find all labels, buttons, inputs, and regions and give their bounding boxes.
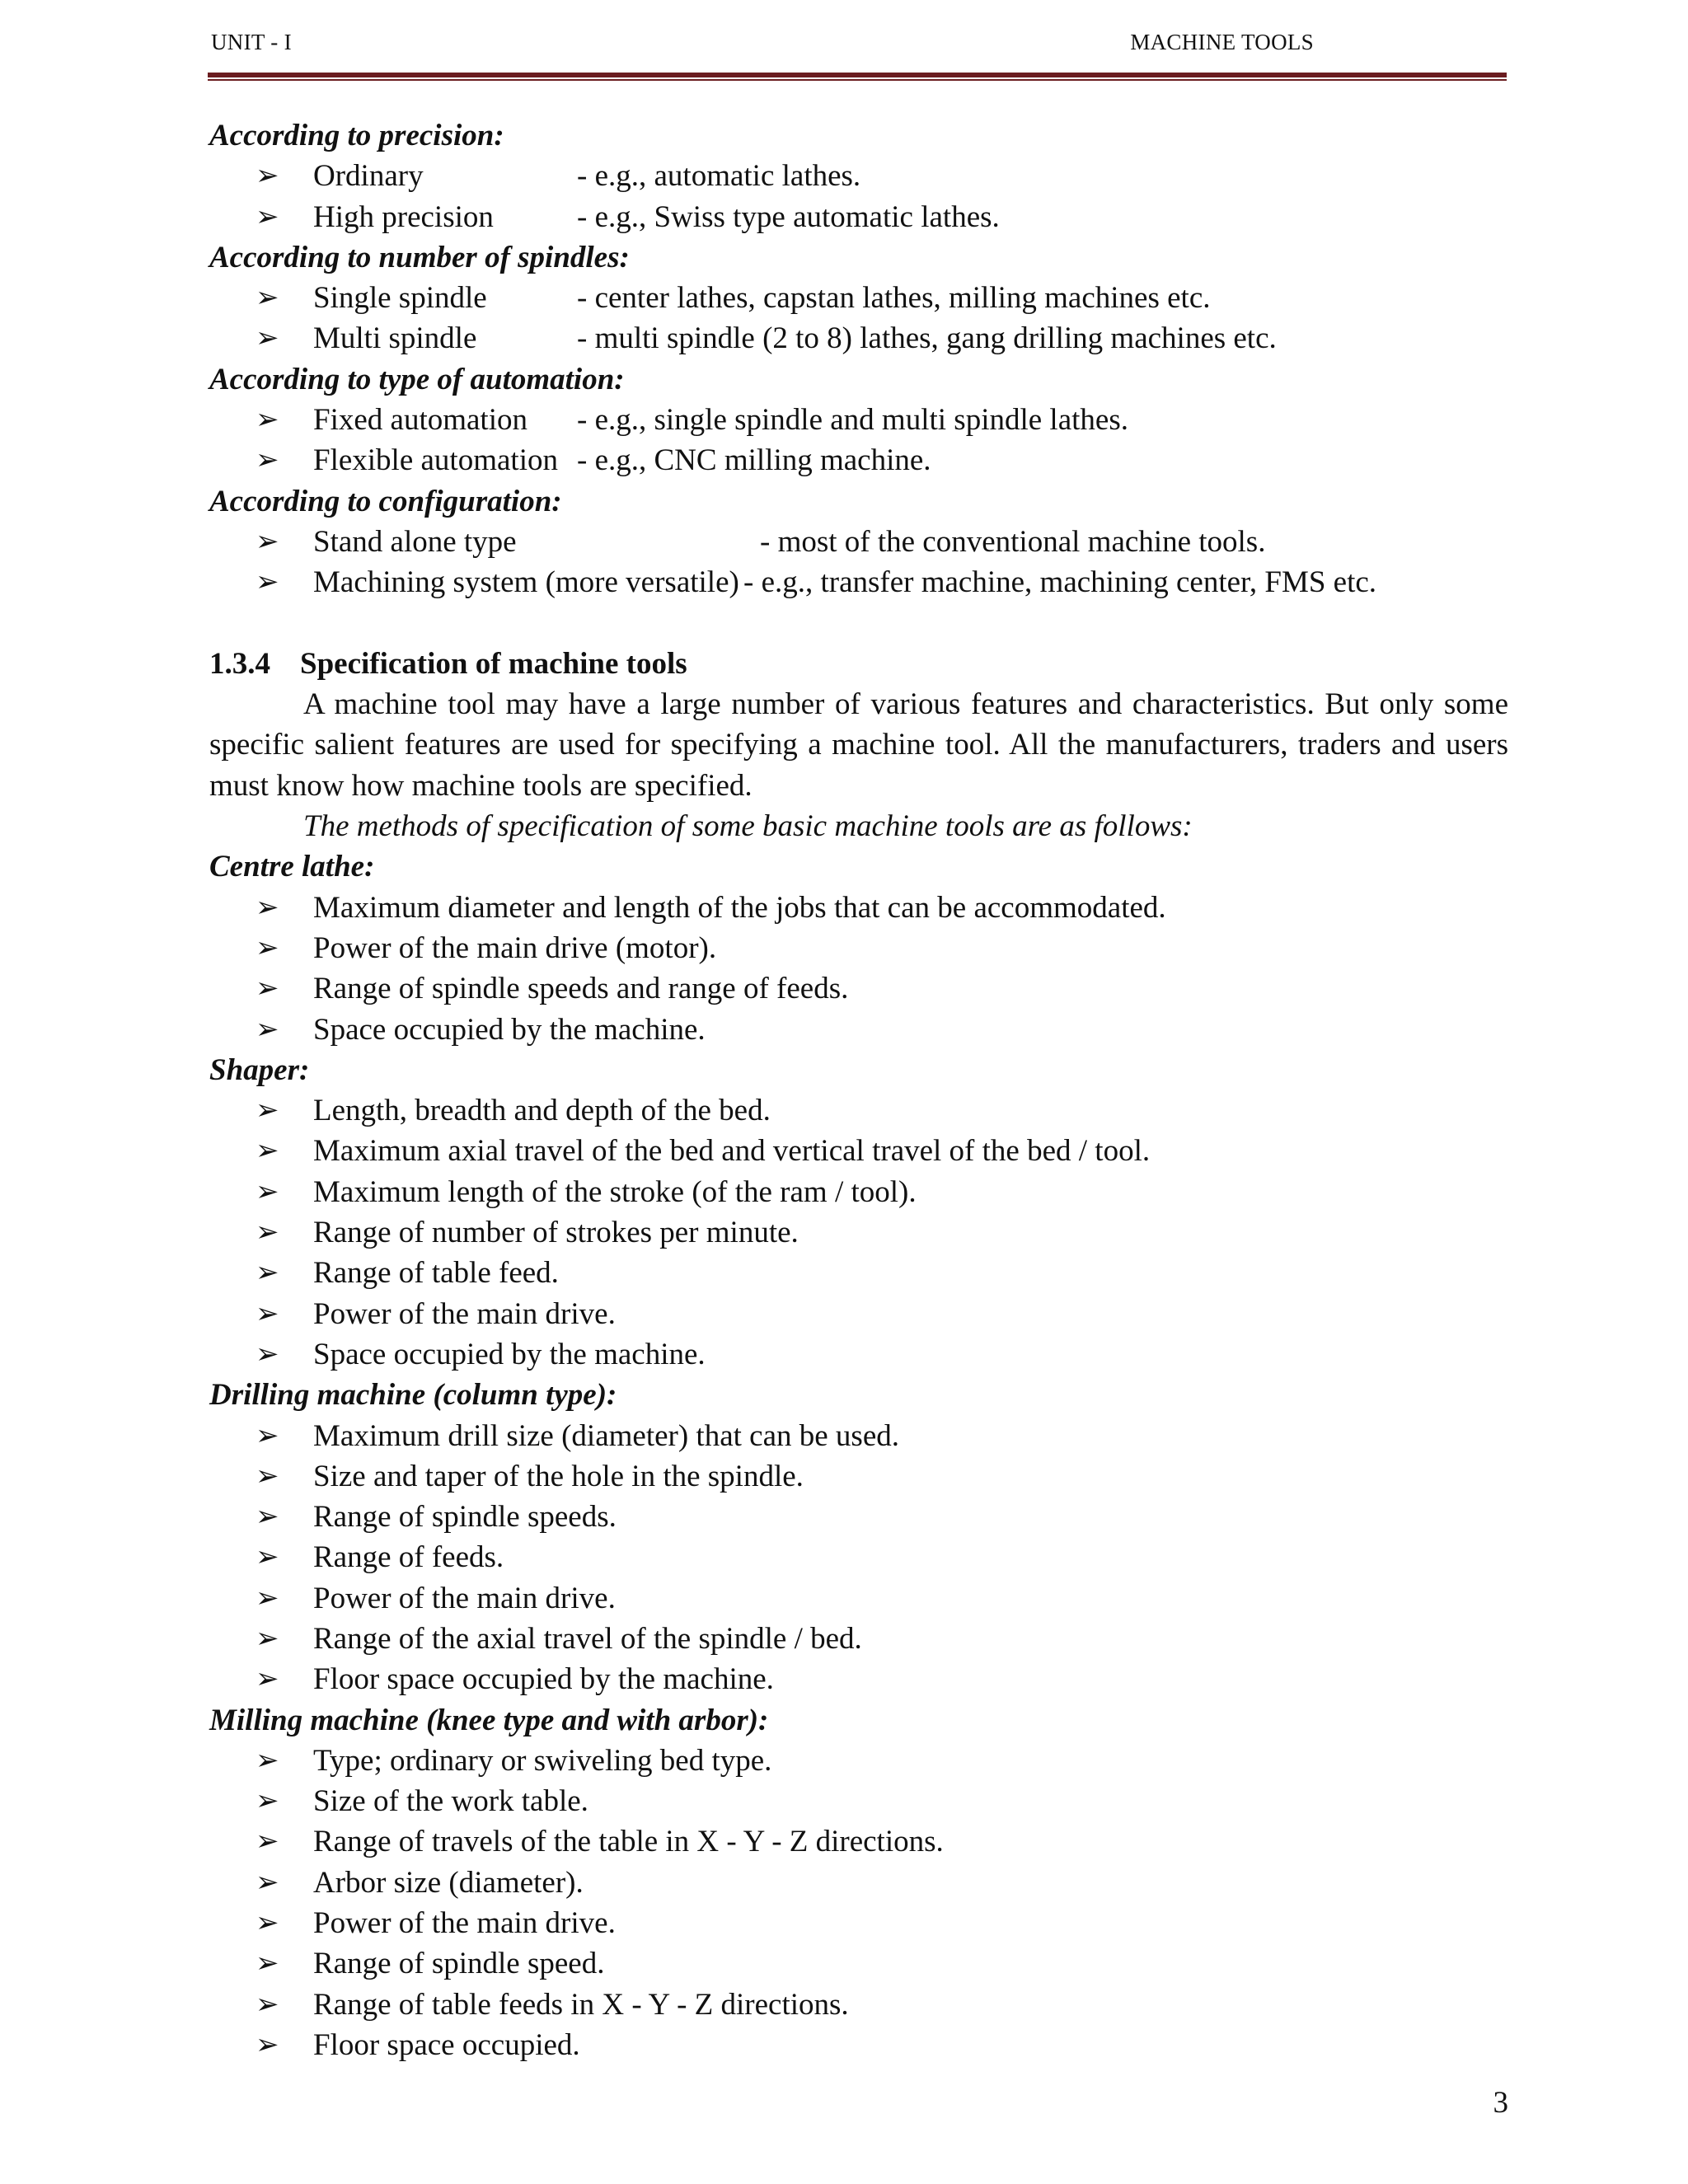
- arrow-bullet-icon: ➢: [256, 1542, 279, 1573]
- list-item: ➢ Maximum diameter and length of the jobs that can be accommodated.: [209, 888, 1508, 928]
- arrow-bullet-icon: ➢: [256, 283, 279, 314]
- category-heading: According to configuration:: [209, 484, 562, 518]
- arrow-bullet-icon: ➢: [256, 323, 279, 354]
- arrow-bullet-icon: ➢: [256, 1502, 279, 1533]
- category-heading: According to precision:: [209, 119, 504, 152]
- section-title: Specification of machine tools: [300, 646, 687, 681]
- header-rule: [208, 73, 1507, 77]
- arrow-bullet-icon: ➢: [256, 1420, 279, 1451]
- list-item: ➢ Stand alone type - most of the conventional machine tools.: [209, 522, 1508, 562]
- arrow-bullet-icon: ➢: [256, 1095, 279, 1127]
- spacer: [209, 603, 1508, 644]
- list-item: ➢ Power of the main drive.: [209, 1903, 1508, 1943]
- arrow-bullet-icon: ➢: [256, 932, 279, 963]
- arrow-bullet-icon: ➢: [256, 1948, 279, 1980]
- arrow-bullet-icon: ➢: [256, 1745, 279, 1776]
- arrow-bullet-icon: ➢: [256, 161, 279, 192]
- arrow-bullet-icon: ➢: [256, 1217, 279, 1249]
- arrow-bullet-icon: ➢: [256, 2029, 279, 2060]
- header-unit: UNIT - I: [211, 30, 292, 54]
- list-item: ➢ Maximum drill size (diameter) that can be used.: [209, 1416, 1508, 1456]
- list-item: ➢ Range of the axial travel of the spindle / bed.: [209, 1619, 1508, 1659]
- list-item: ➢ Floor space occupied by the machine.: [209, 1659, 1508, 1699]
- list-item: ➢ Flexible automation - e.g., CNC milling machine.: [209, 440, 1508, 480]
- spec-heading: Drilling machine (column type):: [209, 1378, 617, 1413]
- arrow-bullet-icon: ➢: [256, 973, 279, 1005]
- list-item: ➢ Range of number of strokes per minute.: [209, 1212, 1508, 1253]
- arrow-bullet-icon: ➢: [256, 1258, 279, 1289]
- list-item: ➢ Maximum axial travel of the bed and vertical travel of the bed / tool.: [209, 1131, 1508, 1171]
- list-item: ➢ Range of spindle speeds.: [209, 1497, 1508, 1537]
- spec-heading: Centre lathe:: [209, 850, 375, 884]
- arrow-bullet-icon: ➢: [256, 1623, 279, 1654]
- arrow-bullet-icon: ➢: [256, 1786, 279, 1817]
- arrow-bullet-icon: ➢: [256, 405, 279, 436]
- section-heading: [209, 644, 1508, 684]
- category-heading: According to type of automation:: [209, 362, 625, 396]
- arrow-bullet-icon: ➢: [256, 567, 279, 598]
- page-number: 3: [1493, 2086, 1508, 2120]
- list-item: ➢ Maximum length of the stroke (of the ram / tool).: [209, 1172, 1508, 1212]
- list-item: ➢ Multi spindle - multi spindle (2 to 8) lathes, gang drilling machines etc.: [209, 318, 1508, 359]
- list-item: ➢ Space occupied by the machine.: [209, 1010, 1508, 1050]
- list-item: ➢ Range of table feed.: [209, 1253, 1508, 1293]
- list-item: ➢ Range of feeds.: [209, 1537, 1508, 1577]
- arrow-bullet-icon: ➢: [256, 1176, 279, 1207]
- section-intro: The methods of specification of some basic machine tools are as follows:: [303, 809, 1193, 844]
- header-rule-thin: [208, 79, 1507, 81]
- spec-heading: Shaper:: [209, 1052, 310, 1087]
- section-paragraph: A machine tool may have a large number of various features and characteristics. But only some specific salient features are used for specifying a machine tool. All the manufacturers, traders and users must know how machine tools are specified.: [209, 687, 1508, 803]
- list-item: ➢ Range of spindle speeds and range of feeds.: [209, 968, 1508, 1009]
- arrow-bullet-icon: ➢: [256, 1908, 279, 1939]
- arrow-bullet-icon: ➢: [256, 1338, 279, 1370]
- arrow-bullet-icon: ➢: [256, 1582, 279, 1614]
- arrow-bullet-icon: ➢: [256, 1298, 279, 1329]
- arrow-bullet-icon: ➢: [256, 1826, 279, 1858]
- list-item: ➢ High precision - e.g., Swiss type automatic lathes.: [209, 197, 1508, 237]
- arrow-bullet-icon: ➢: [256, 526, 279, 557]
- category-heading: According to number of spindles:: [209, 240, 630, 274]
- spec-heading: Milling machine (knee type and with arbor):: [209, 1703, 769, 1737]
- arrow-bullet-icon: ➢: [256, 445, 279, 476]
- list-item: ➢ Size of the work table.: [209, 1781, 1508, 1821]
- arrow-bullet-icon: ➢: [256, 1989, 279, 2020]
- list-item: ➢ Arbor size (diameter).: [209, 1863, 1508, 1903]
- list-item: ➢ Size and taper of the hole in the spindle.: [209, 1456, 1508, 1497]
- list-item: ➢ Ordinary - e.g., automatic lathes.: [209, 156, 1508, 196]
- arrow-bullet-icon: ➢: [256, 892, 279, 923]
- list-item: ➢ Machining system (more versatile) - e.g., transfer machine, machining center, FMS etc.: [209, 562, 1508, 602]
- page-header: [211, 30, 1479, 63]
- arrow-bullet-icon: ➢: [256, 1136, 279, 1167]
- list-item: ➢ Power of the main drive (motor).: [209, 928, 1508, 968]
- arrow-bullet-icon: ➢: [256, 201, 279, 232]
- section-number: 1.3.4: [209, 646, 270, 681]
- list-item: ➢ Range of spindle speed.: [209, 1943, 1508, 1984]
- list-item: ➢ Floor space occupied.: [209, 2025, 1508, 2065]
- arrow-bullet-icon: ➢: [256, 1664, 279, 1695]
- list-item: ➢ Type; ordinary or swiveling bed type.: [209, 1741, 1508, 1781]
- list-item: ➢ Space occupied by the machine.: [209, 1334, 1508, 1375]
- list-item: ➢ Length, breadth and depth of the bed.: [209, 1090, 1508, 1131]
- list-item: ➢ Power of the main drive.: [209, 1578, 1508, 1619]
- list-item: ➢ Fixed automation - e.g., single spindle and multi spindle lathes.: [209, 400, 1508, 440]
- arrow-bullet-icon: ➢: [256, 1867, 279, 1898]
- page-content: [209, 115, 1508, 2065]
- arrow-bullet-icon: ➢: [256, 1014, 279, 1045]
- list-item: ➢ Power of the main drive.: [209, 1294, 1508, 1334]
- arrow-bullet-icon: ➢: [256, 1460, 279, 1492]
- list-item: ➢ Single spindle - center lathes, capstan lathes, milling machines etc.: [209, 278, 1508, 318]
- list-item: ➢ Range of travels of the table in X - Y - Z directions.: [209, 1821, 1508, 1862]
- header-title: MACHINE TOOLS: [1130, 30, 1314, 54]
- list-item: ➢ Range of table feeds in X - Y - Z directions.: [209, 1985, 1508, 2025]
